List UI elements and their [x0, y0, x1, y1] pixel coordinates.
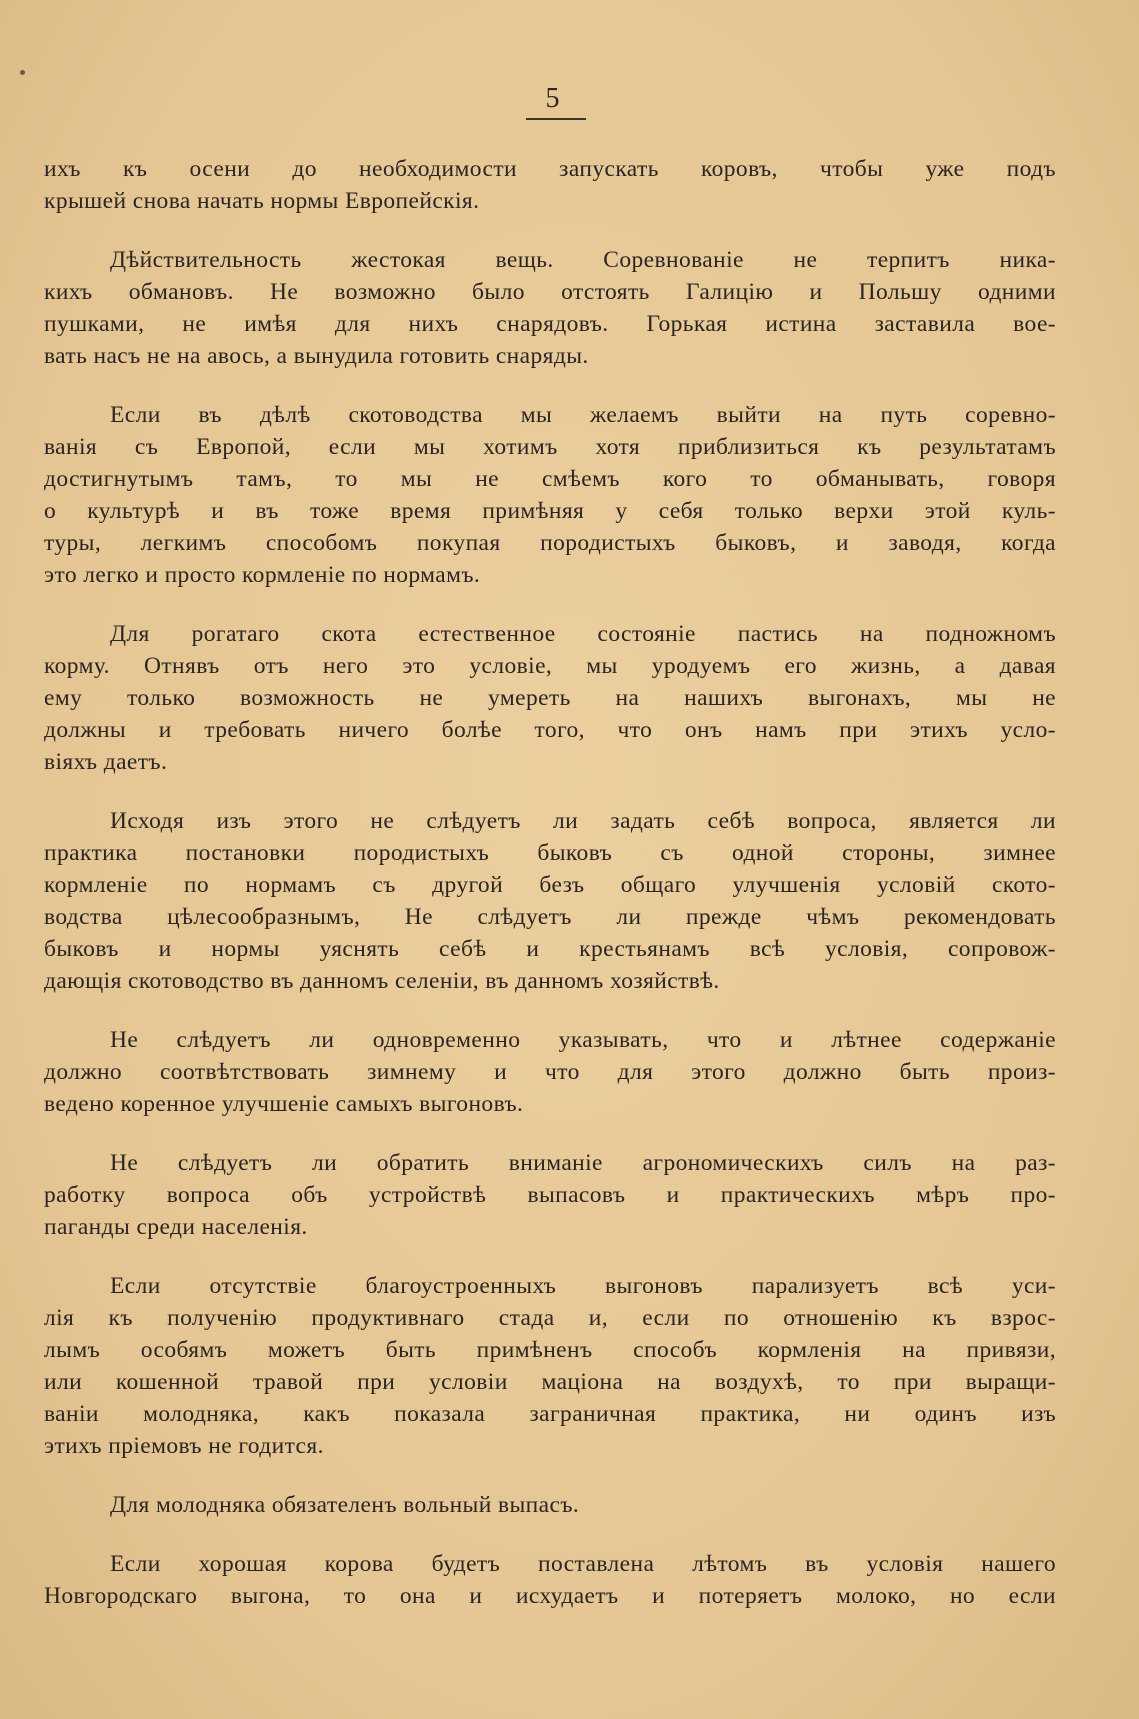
text-line: ваніи молодняка, какъ показала заграничная практика, ни одинъ изъ: [44, 1401, 1056, 1427]
paragraph-gap: [44, 1462, 1056, 1489]
text-line: практика постановки породистыхъ быковъ съ одной стороны, зимнее: [44, 840, 1056, 866]
text-line: ихъ къ осени до необходимости запускать коровъ, чтобы уже подъ: [44, 156, 1056, 182]
paragraph: [44, 805, 1056, 997]
paragraph-gap: [44, 591, 1056, 618]
text-line: Если въ дѣлѣ скотоводства мы желаемъ выйти на путь соревно-: [110, 402, 1056, 428]
text-line: паганды среди населенія.: [44, 1214, 308, 1240]
scan-speck: [20, 70, 25, 75]
text-line: кормленіе по нормамъ съ другой безъ общаго улучшенія условій ското-: [44, 872, 1056, 898]
text-line: ванія съ Европой, если мы хотимъ хотя приблизиться къ результатамъ: [44, 434, 1056, 460]
text-line: должно соотвѣтствовать зимнему и что для этого должно быть произ-: [44, 1059, 1056, 1085]
paragraph-gap: [44, 1243, 1056, 1270]
text-line: работку вопроса объ устройствѣ выпасовъ и практическихъ мѣръ про-: [44, 1182, 1056, 1208]
text-line: Для рогатаго скота естественное состояніе пастись на подножномъ: [110, 621, 1056, 647]
paragraph: [44, 399, 1056, 591]
text-line: вать насъ не на авось, а вынудила готовить снаряды.: [44, 343, 589, 369]
text-column: [44, 153, 1056, 1612]
text-line: ведено коренное улучшеніе самыхъ выгоновъ.: [44, 1091, 524, 1117]
text-line: кихъ обмановъ. Не возможно было отстоять Галицію и Польшу одними: [44, 279, 1056, 305]
paragraph: [44, 1270, 1056, 1462]
paragraph-gap: [44, 997, 1056, 1024]
text-line: Если хорошая корова будетъ поставлена лѣтомъ въ условія нашего: [110, 1551, 1056, 1577]
text-line: ему только возможность не умереть на нашихъ выгонахъ, мы не: [44, 685, 1056, 711]
paragraph-gap: [44, 217, 1056, 244]
paragraph: [44, 1024, 1056, 1120]
paragraph: [44, 1548, 1056, 1612]
text-line: этихъ пріемовъ не годится.: [44, 1433, 324, 1459]
text-line: Дѣйствительность жестокая вещь. Соревнованіе не терпитъ ника-: [110, 247, 1056, 273]
text-line: Не слѣдуетъ ли одновременно указывать, что и лѣтнее содержаніе: [110, 1027, 1056, 1053]
text-line: водства цѣлесообразнымъ, Не слѣдуетъ ли прежде чѣмъ рекомендовать: [44, 904, 1056, 930]
paragraph: [44, 153, 1056, 217]
text-line: лымъ особямъ можетъ быть примѣненъ способъ кормленія на привязи,: [44, 1337, 1056, 1363]
text-line: Если отсутствіе благоустроенныхъ выгоновъ парализуетъ всѣ уси-: [110, 1273, 1056, 1299]
text-line: или кошенной травой при условіи маціона на воздухѣ, то при выращи-: [44, 1369, 1056, 1395]
paragraph-gap: [44, 1521, 1056, 1548]
text-line: Новгородскаго выгона, то она и исхудаетъ и потеряетъ молоко, но если: [44, 1583, 1056, 1609]
text-line: дающія скотоводство въ данномъ селеніи, въ данномъ хозяйствѣ.: [44, 968, 720, 994]
paragraph-gap: [44, 372, 1056, 399]
text-line: это легко и просто кормленіе по нормамъ.: [44, 562, 481, 588]
text-line: Для молодняка обязателенъ вольный выпасъ.: [110, 1492, 580, 1518]
paragraph-gap: [44, 778, 1056, 805]
text-line: крышей снова начать нормы Европейскія.: [44, 188, 480, 214]
text-line: Не слѣдуетъ ли обратить вниманіе агрономическихъ силъ на раз-: [110, 1150, 1056, 1176]
paragraph-gap: [44, 1120, 1056, 1147]
paragraph: [44, 618, 1056, 778]
text-line: о культурѣ и въ тоже время примѣняя у себя только верхи этой куль-: [44, 498, 1056, 524]
text-line: должны и требовать ничего болѣе того, что онъ намъ при этихъ усло-: [44, 717, 1056, 743]
paragraph: [44, 1147, 1056, 1243]
page-number-rule: [526, 118, 586, 120]
paragraph: [44, 244, 1056, 372]
text-line: быковъ и нормы уяснять себѣ и крестьянамъ всѣ условія, сопровож-: [44, 936, 1056, 962]
text-line: достигнутымъ тамъ, то мы не смѣемъ кого то обманывать, говоря: [44, 466, 1056, 492]
text-line: Исходя изъ этого не слѣдуетъ ли задать себѣ вопроса, является ли: [110, 808, 1056, 834]
text-line: туры, легкимъ способомъ покупая породистыхъ быковъ, и заводя, когда: [44, 530, 1056, 556]
text-line: корму. Отнявъ отъ него это условіе, мы уродуемъ его жизнь, а давая: [44, 653, 1056, 679]
text-line: віяхъ даетъ.: [44, 749, 168, 775]
paragraph: [44, 1489, 1056, 1521]
text-line: лія къ полученію продуктивнаго стада и, если по отношенію къ взрос-: [44, 1305, 1056, 1331]
page-number: 5: [545, 83, 560, 114]
text-line: пушками, не имѣя для нихъ снарядовъ. Горькая истина заставила вое-: [44, 311, 1056, 337]
